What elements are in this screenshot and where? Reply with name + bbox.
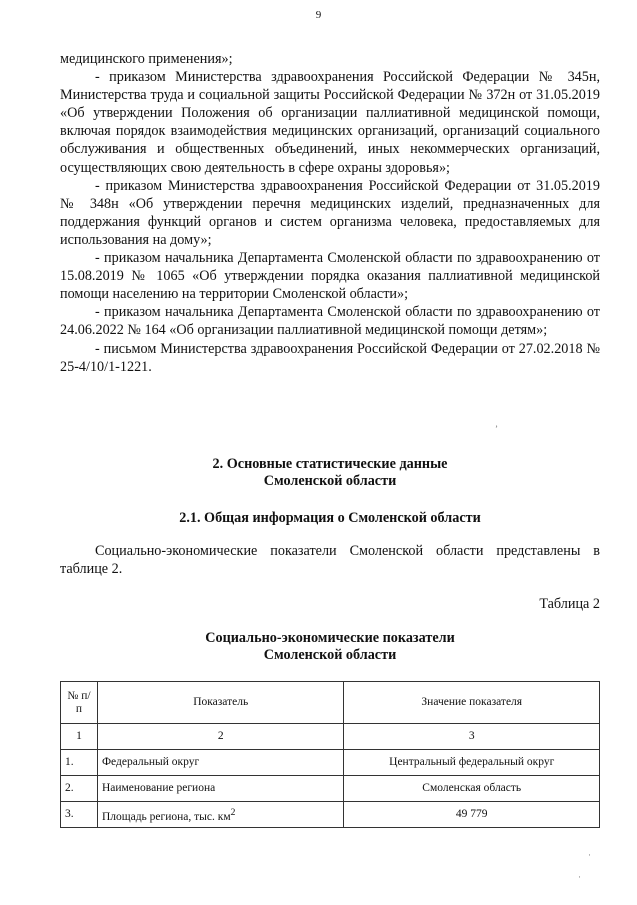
header-value: Значение показателя bbox=[344, 682, 600, 724]
table-row bbox=[61, 802, 600, 828]
table-title bbox=[60, 630, 600, 664]
section-title bbox=[60, 456, 600, 490]
scan-speck: · bbox=[578, 872, 581, 882]
paragraph-order-164: - приказом начальника Департамента Смоленской области по здравоохранению от 24.06.2022 № 164 «Об организации паллиативной медицинской помощи детям»; bbox=[60, 304, 600, 339]
section-title-line2: Смоленской области bbox=[263, 473, 397, 489]
table-header-row bbox=[61, 682, 600, 724]
paragraph-letter-1221: - письмом Министерства здравоохранения Российской Федерации от 27.02.2018 № 25-4/10/1-1221. bbox=[60, 340, 600, 375]
table-row bbox=[61, 750, 600, 776]
column-numbers-row bbox=[61, 724, 600, 750]
paragraph-order-1065: - приказом начальника Департамента Смоленской области по здравоохранению от 15.08.2019 № 1065 «Об утверждении порядка оказания паллиативной медицинской помощи населению на территории Смоленской области»; bbox=[60, 250, 600, 303]
unit-superscript: 2 bbox=[230, 806, 236, 818]
legal-basis-list bbox=[60, 50, 600, 376]
page-number: 9 bbox=[315, 9, 322, 21]
row-indicator: Наименование региона bbox=[97, 776, 344, 802]
column-number: 3 bbox=[344, 724, 600, 750]
scan-speck: ’ bbox=[495, 424, 498, 434]
section-title-line1: 2. Основные статистические данные bbox=[212, 456, 448, 472]
row-value: Смоленская область bbox=[344, 776, 600, 802]
column-number: 2 bbox=[97, 724, 344, 750]
row-value: Центральный федеральный округ bbox=[344, 750, 600, 776]
row-indicator: Площадь региона, тыс. км bbox=[101, 810, 231, 823]
paragraph-continuation: медицинского применения»; bbox=[60, 51, 233, 67]
indicators-table bbox=[60, 681, 600, 828]
row-num: 2. bbox=[61, 776, 98, 802]
header-indicator: Показатель bbox=[97, 682, 344, 724]
paragraph-order-348n: - приказом Министерства здравоохранения Российской Федерации от 31.05.2019 № 348н «Об утверждении перечня медицинских изделий, предназначенных для поддержания функций органов и систем организма человека, предоставляемых для использования на дому»; bbox=[60, 177, 600, 248]
intro-paragraph: Социально-экономические показатели Смоленской области представлены в таблице 2. bbox=[60, 543, 600, 578]
row-num: 3. bbox=[61, 802, 98, 828]
table-title-line2: Смоленской области bbox=[263, 647, 397, 663]
header-num: № п/п bbox=[61, 682, 98, 724]
table-title-line1: Социально-экономические показатели bbox=[205, 630, 455, 646]
subsection-title: 2.1. Общая информация о Смоленской области bbox=[179, 510, 481, 526]
paragraph-order-345n: - приказом Министерства здравоохранения Российской Федерации № 345н, Министерства труда и социальной защиты Российской Федерации № 372н от 31.05.2019 «Об утверждении Положения об организации паллиативной медицинской помощи, включая порядок взаимодействия медицинских организаций, организаций социального обслуживания и общественных объединений, иных некоммерческих организаций, осуществляющих свою деятельность в сфере охраны здоровья»; bbox=[60, 69, 600, 176]
row-indicator-cell bbox=[97, 802, 344, 828]
table-row bbox=[61, 776, 600, 802]
row-indicator: Федеральный округ bbox=[97, 750, 344, 776]
row-num: 1. bbox=[61, 750, 98, 776]
row-value: 49 779 bbox=[344, 802, 600, 828]
scan-speck: · bbox=[588, 850, 591, 860]
column-number: 1 bbox=[61, 724, 98, 750]
table-label: Таблица 2 bbox=[539, 596, 600, 612]
